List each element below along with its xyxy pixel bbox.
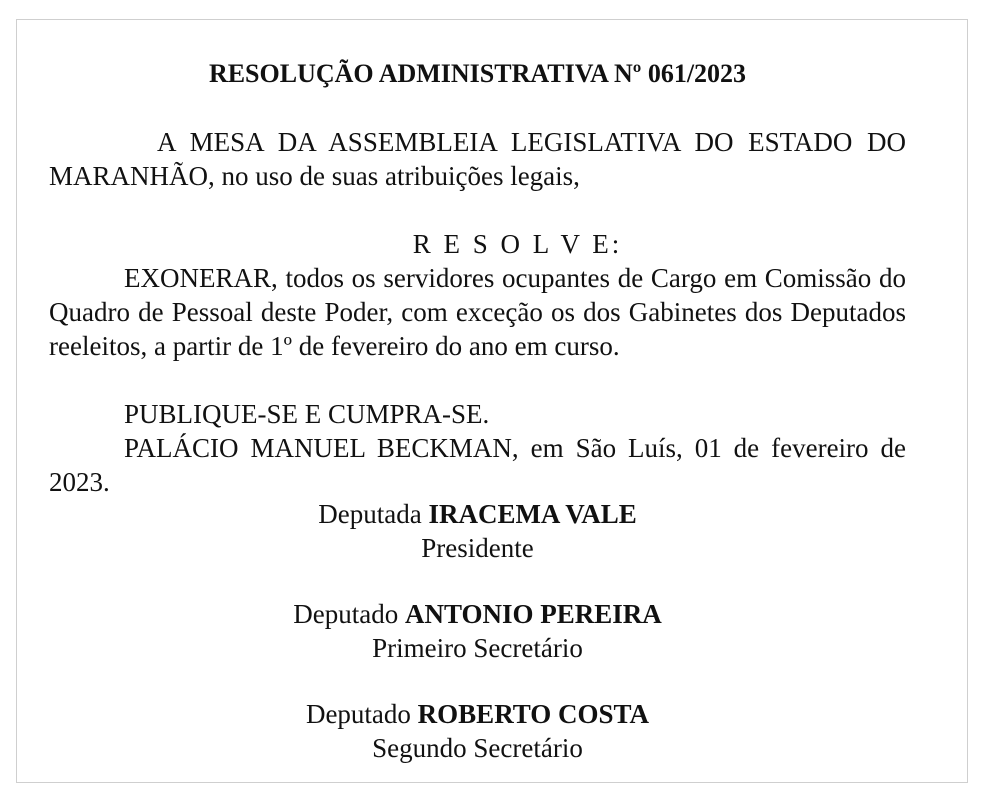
- signatory-name: ROBERTO COSTA: [417, 699, 650, 729]
- signature-block-first-secretary: [49, 597, 906, 665]
- signatory-role: Presidente: [421, 533, 534, 563]
- signatory-name: ANTONIO PEREIRA: [404, 599, 662, 629]
- signatory-prefix: Deputado: [305, 699, 411, 729]
- signature-block-second-secretary: [49, 697, 906, 765]
- document-title: RESOLUÇÃO ADMINISTRATIVA Nº 061/2023: [208, 59, 747, 88]
- publish-paragraph: PUBLIQUE-SE E CUMPRA-SE.: [124, 399, 490, 429]
- signatory-role: Segundo Secretário: [372, 733, 583, 763]
- place-date-paragraph: PALÁCIO MANUEL BECKMAN, em São Luís, 01 de fevereiro de 2023.: [49, 433, 906, 497]
- resolve-heading: R E S O L V E:: [412, 229, 623, 259]
- signatory-prefix: Deputada: [318, 499, 422, 529]
- signature-block-president: [49, 497, 906, 565]
- document-frame: [16, 19, 968, 783]
- intro-paragraph: A MESA DA ASSEMBLEIA LEGISLATIVA DO ESTADO DO MARANHÃO, no uso de suas atribuições legais,: [49, 127, 906, 191]
- signatory-prefix: Deputado: [293, 599, 399, 629]
- resolution-paragraph: EXONERAR, todos os servidores ocupantes de Cargo em Comissão do Quadro de Pessoal deste Poder, com exceção os dos Gabinetes dos Deputados reeleitos, a partir de 1º de fevereiro do ano em curso.: [49, 263, 906, 361]
- signatory-role: Primeiro Secretário: [372, 633, 583, 663]
- signatory-name: IRACEMA VALE: [428, 499, 637, 529]
